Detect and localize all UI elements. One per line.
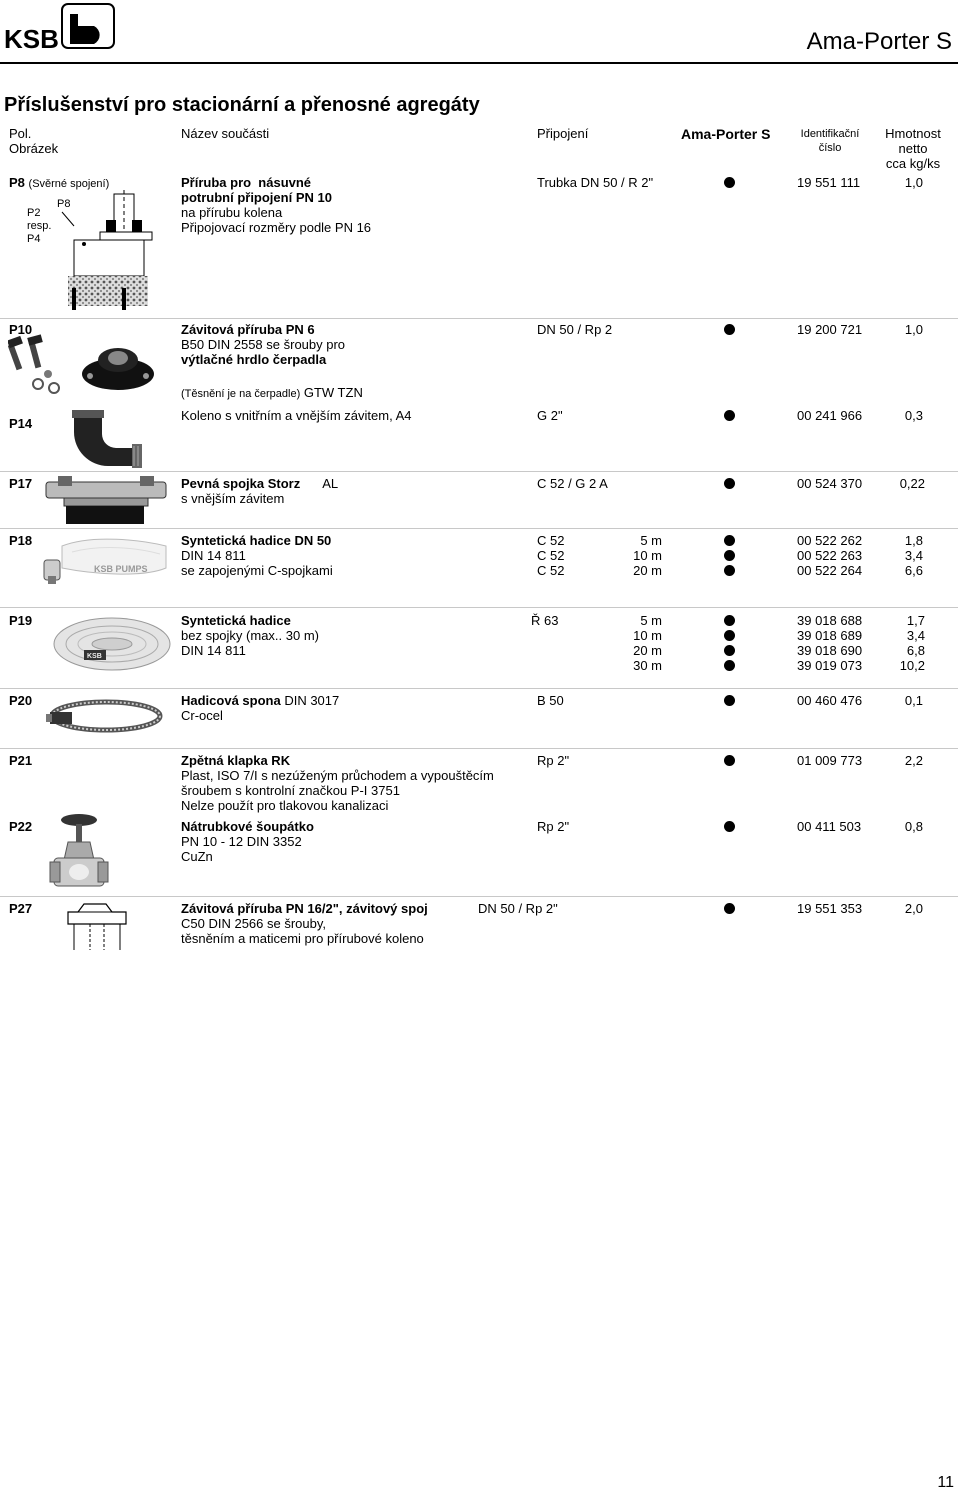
header-ident-line1: Identifikační bbox=[800, 128, 860, 140]
p17-name-suffix: AL bbox=[322, 476, 339, 491]
p19-weight-4: 10,2 bbox=[899, 658, 925, 673]
p10-name bbox=[181, 322, 345, 367]
p17-weight: 0,22 bbox=[899, 476, 925, 491]
p17-availability-dot bbox=[724, 478, 735, 489]
hose-clamp-image bbox=[46, 694, 164, 734]
row-divider bbox=[0, 896, 958, 897]
p10-pos: P10 bbox=[9, 322, 33, 337]
p10-name-line2: B50 DIN 2558 se šrouby pro bbox=[181, 337, 346, 352]
p18-availability-dot-2 bbox=[724, 550, 735, 561]
p19-availability-dot-3 bbox=[724, 645, 735, 656]
p20-name bbox=[181, 693, 339, 723]
p19-ident-4: 39 019 073 bbox=[797, 658, 863, 673]
p14-availability-dot bbox=[724, 410, 735, 421]
page-number: 11 bbox=[937, 1474, 954, 1491]
p8-fig-label-p4: P4 bbox=[27, 233, 41, 245]
p18-connections bbox=[537, 533, 564, 578]
p27-name-line1: Závitová příruba PN 16/2", závitový spoj bbox=[181, 901, 428, 916]
p8-fig-label-p8: P8 bbox=[57, 198, 71, 210]
header-rule bbox=[0, 62, 958, 64]
p17-pos: P17 bbox=[9, 476, 33, 491]
p17-connection: C 52 / G 2 A bbox=[537, 476, 608, 491]
p19-len-1: 5 m bbox=[640, 613, 662, 628]
header-pos bbox=[9, 126, 58, 156]
p18-idents bbox=[797, 533, 862, 578]
p18-name-line1: Syntetická hadice DN 50 bbox=[181, 533, 332, 548]
p27-ident: 19 551 353 bbox=[797, 901, 863, 916]
p18-name bbox=[181, 533, 333, 578]
header-weight-line3: cca kg/ks bbox=[885, 156, 941, 171]
p21-name-line1: Zpětná klapka RK bbox=[181, 753, 291, 768]
p19-idents bbox=[797, 613, 862, 673]
p19-availability-dot-2 bbox=[724, 630, 735, 641]
header-ident-line2: číslo bbox=[818, 142, 842, 154]
p19-ident-2: 39 018 689 bbox=[797, 628, 863, 643]
hose-roll-image bbox=[50, 610, 174, 678]
p19-weight-2: 3,4 bbox=[906, 628, 925, 643]
p19-ident-3: 39 018 690 bbox=[797, 643, 863, 658]
p20-name-bold: Hadicová spona bbox=[181, 693, 281, 708]
p27-name-line3: těsněním a maticemi pro přírubové koleno bbox=[181, 931, 424, 946]
header-product: Ama-Porter S bbox=[681, 126, 771, 142]
p17-name-line1: Pevná spojka Storz bbox=[181, 476, 301, 491]
p22-name-line3: CuZn bbox=[181, 849, 213, 864]
p20-ident: 00 460 476 bbox=[797, 693, 863, 708]
p18-availability-dot-1 bbox=[724, 535, 735, 546]
row-divider bbox=[0, 748, 958, 749]
p19-name-line1: Syntetická hadice bbox=[181, 613, 291, 628]
p27-name-line2: C50 DIN 2566 se šrouby, bbox=[181, 916, 326, 931]
p17-name bbox=[181, 476, 338, 506]
row-divider bbox=[0, 528, 958, 529]
storz-coupling-image bbox=[44, 474, 168, 526]
p19-len-4: 30 m bbox=[633, 658, 662, 673]
p18-weight-3: 6,6 bbox=[904, 563, 923, 578]
p14-name: Koleno s vnitřním a vnějším závitem, A4 bbox=[181, 408, 412, 423]
p22-ident: 00 411 503 bbox=[797, 819, 862, 834]
p8-fig-label-resp: resp. bbox=[27, 220, 52, 232]
screws-flange-image bbox=[8, 330, 158, 398]
header-name: Název součásti bbox=[181, 126, 270, 141]
p21-pos: P21 bbox=[9, 753, 33, 768]
p10-note-text: GTW TZN bbox=[303, 385, 363, 400]
p18-len-2: 10 m bbox=[633, 548, 662, 563]
p22-weight: 0,8 bbox=[904, 819, 923, 834]
p10-note bbox=[181, 385, 363, 401]
p18-weights bbox=[860, 533, 923, 578]
p19-weight-1: 1,7 bbox=[906, 613, 925, 628]
p21-connection: Rp 2" bbox=[537, 753, 570, 768]
p21-name bbox=[181, 753, 494, 813]
p18-name-line2: DIN 14 811 bbox=[181, 548, 246, 563]
p18-weight-2: 3,4 bbox=[904, 548, 923, 563]
ksb-logo-text: KSB bbox=[4, 24, 59, 50]
p21-name-line2: Plast, ISO 7/I s nezúženým průchodem a vypouštěcím bbox=[181, 768, 494, 783]
header-ident bbox=[790, 127, 870, 155]
ksb-logo bbox=[4, 2, 116, 50]
p18-conn-2: C 52 bbox=[537, 548, 565, 563]
p27-pos: P27 bbox=[9, 901, 33, 916]
p19-connection: Ř 63 bbox=[531, 613, 559, 628]
p8-name-line4: Připojovací rozměry podle PN 16 bbox=[181, 220, 372, 235]
p17-ident: 00 524 370 bbox=[797, 476, 863, 491]
p19-name-line2: bez spojky (max.. 30 m) bbox=[181, 628, 319, 643]
row-divider bbox=[0, 318, 958, 319]
page-title: Příslušenství pro stacionární a přenosné agregáty bbox=[4, 94, 480, 116]
p19-name-line3: DIN 14 811 bbox=[181, 643, 246, 658]
p8-name-line1: Příruba pro násuvné bbox=[181, 175, 312, 190]
hose-label: KSB PUMPS bbox=[94, 564, 148, 574]
p8-pos-code: P8 bbox=[9, 175, 25, 190]
p21-name-line3: šroubem s kontrolní značkou P-I 3751 bbox=[181, 783, 400, 798]
p27-name bbox=[181, 901, 428, 946]
p19-pos: P19 bbox=[9, 613, 33, 628]
p14-weight: 0,3 bbox=[904, 408, 923, 423]
p21-ident: 01 009 773 bbox=[797, 753, 863, 768]
flange-coupling-drawing bbox=[60, 190, 160, 312]
p19-weights bbox=[860, 613, 925, 673]
header-weight-line2: netto bbox=[898, 141, 928, 156]
header-connection: Připojení bbox=[537, 126, 589, 141]
p8-name-line2: potrubní připojení PN 10 bbox=[181, 190, 332, 205]
p18-ident-2: 00 522 263 bbox=[797, 548, 863, 563]
p18-ident-1: 00 522 262 bbox=[797, 533, 863, 548]
threaded-flange-drawing bbox=[62, 902, 132, 954]
p22-availability-dot bbox=[724, 821, 735, 832]
p20-name-line2: Cr-ocel bbox=[181, 708, 223, 723]
p8-name bbox=[181, 175, 371, 235]
p18-conn-3: C 52 bbox=[537, 563, 565, 578]
p8-connection: Trubka DN 50 / R 2" bbox=[537, 175, 654, 190]
p10-weight: 1,0 bbox=[904, 322, 923, 337]
header-pos-line2: Obrázek bbox=[9, 141, 59, 156]
p8-weight: 1,0 bbox=[904, 175, 923, 190]
p18-len-1: 5 m bbox=[640, 533, 662, 548]
p8-ident: 19 551 111 bbox=[797, 175, 861, 190]
p19-len-2: 10 m bbox=[633, 628, 662, 643]
p10-ident: 19 200 721 bbox=[797, 322, 863, 337]
p27-availability-dot bbox=[724, 903, 735, 914]
p10-name-line3: výtlačné hrdlo čerpadla bbox=[181, 352, 327, 367]
p27-connection: DN 50 / Rp 2" bbox=[478, 901, 558, 916]
p18-name-line3: se zapojenými C-spojkami bbox=[181, 563, 333, 578]
p20-weight: 0,1 bbox=[904, 693, 923, 708]
row-divider bbox=[0, 607, 958, 608]
p10-note-small: (Těsnění je na čerpadle) bbox=[181, 388, 301, 400]
p10-connection: DN 50 / Rp 2 bbox=[537, 322, 613, 337]
p18-availability-dot-3 bbox=[724, 565, 735, 576]
p10-name-line1: Závitová příruba PN 6 bbox=[181, 322, 315, 337]
p8-pos bbox=[9, 175, 109, 191]
p21-weight: 2,2 bbox=[904, 753, 923, 768]
p18-pos: P18 bbox=[9, 533, 33, 548]
p14-connection: G 2" bbox=[537, 408, 563, 423]
header-weight-line1: Hmotnost bbox=[885, 126, 941, 141]
p8-pos-note: (Svěrné spojení) bbox=[28, 178, 110, 190]
p8-availability-dot bbox=[724, 177, 735, 188]
p19-name bbox=[181, 613, 319, 658]
header-pos-line1: Pol. bbox=[9, 126, 32, 141]
elbow-image bbox=[68, 408, 148, 468]
p18-ident-3: 00 522 264 bbox=[797, 563, 863, 578]
p19-ident-1: 39 018 688 bbox=[797, 613, 863, 628]
p18-conn-1: C 52 bbox=[537, 533, 565, 548]
hose-roll-label: KSB bbox=[87, 653, 102, 660]
p14-pos: P14 bbox=[9, 416, 33, 431]
p17-name-line2: s vnějším závitem bbox=[181, 491, 285, 506]
row-divider bbox=[0, 688, 958, 689]
p20-name-rest: DIN 3017 bbox=[284, 693, 340, 708]
p8-fig-label-p2: P2 bbox=[27, 207, 41, 219]
p21-name-line4: Nelze použít pro tlakovou kanalizaci bbox=[181, 798, 389, 813]
p18-weight-1: 1,8 bbox=[904, 533, 923, 548]
p14-ident: 00 241 966 bbox=[797, 408, 863, 423]
row-divider bbox=[0, 471, 958, 472]
product-title: Ama-Porter S bbox=[806, 28, 952, 55]
p19-len-3: 20 m bbox=[633, 643, 662, 658]
p22-name bbox=[181, 819, 314, 864]
p19-weight-3: 6,8 bbox=[906, 643, 925, 658]
hose-with-couplings-image bbox=[42, 534, 170, 586]
p22-name-line2: PN 10 - 12 DIN 3352 bbox=[181, 834, 302, 849]
p20-pos: P20 bbox=[9, 693, 33, 708]
gate-valve-image bbox=[48, 812, 110, 896]
p22-connection: Rp 2" bbox=[537, 819, 570, 834]
p22-pos: P22 bbox=[9, 819, 33, 834]
p18-lengths bbox=[600, 533, 662, 578]
p10-availability-dot bbox=[724, 324, 735, 335]
p19-availability-dot-1 bbox=[724, 615, 735, 626]
p19-lengths bbox=[600, 613, 662, 673]
p22-name-line1: Nátrubkové šoupátko bbox=[181, 819, 314, 834]
header-weight bbox=[873, 126, 953, 171]
p21-availability-dot bbox=[724, 755, 735, 766]
p19-availability-dot-4 bbox=[724, 660, 735, 671]
p20-availability-dot bbox=[724, 695, 735, 706]
p20-connection: B 50 bbox=[537, 693, 564, 708]
p18-len-3: 20 m bbox=[633, 563, 662, 578]
p8-name-line3: na přírubu kolena bbox=[181, 205, 283, 220]
p27-weight: 2,0 bbox=[904, 901, 923, 916]
